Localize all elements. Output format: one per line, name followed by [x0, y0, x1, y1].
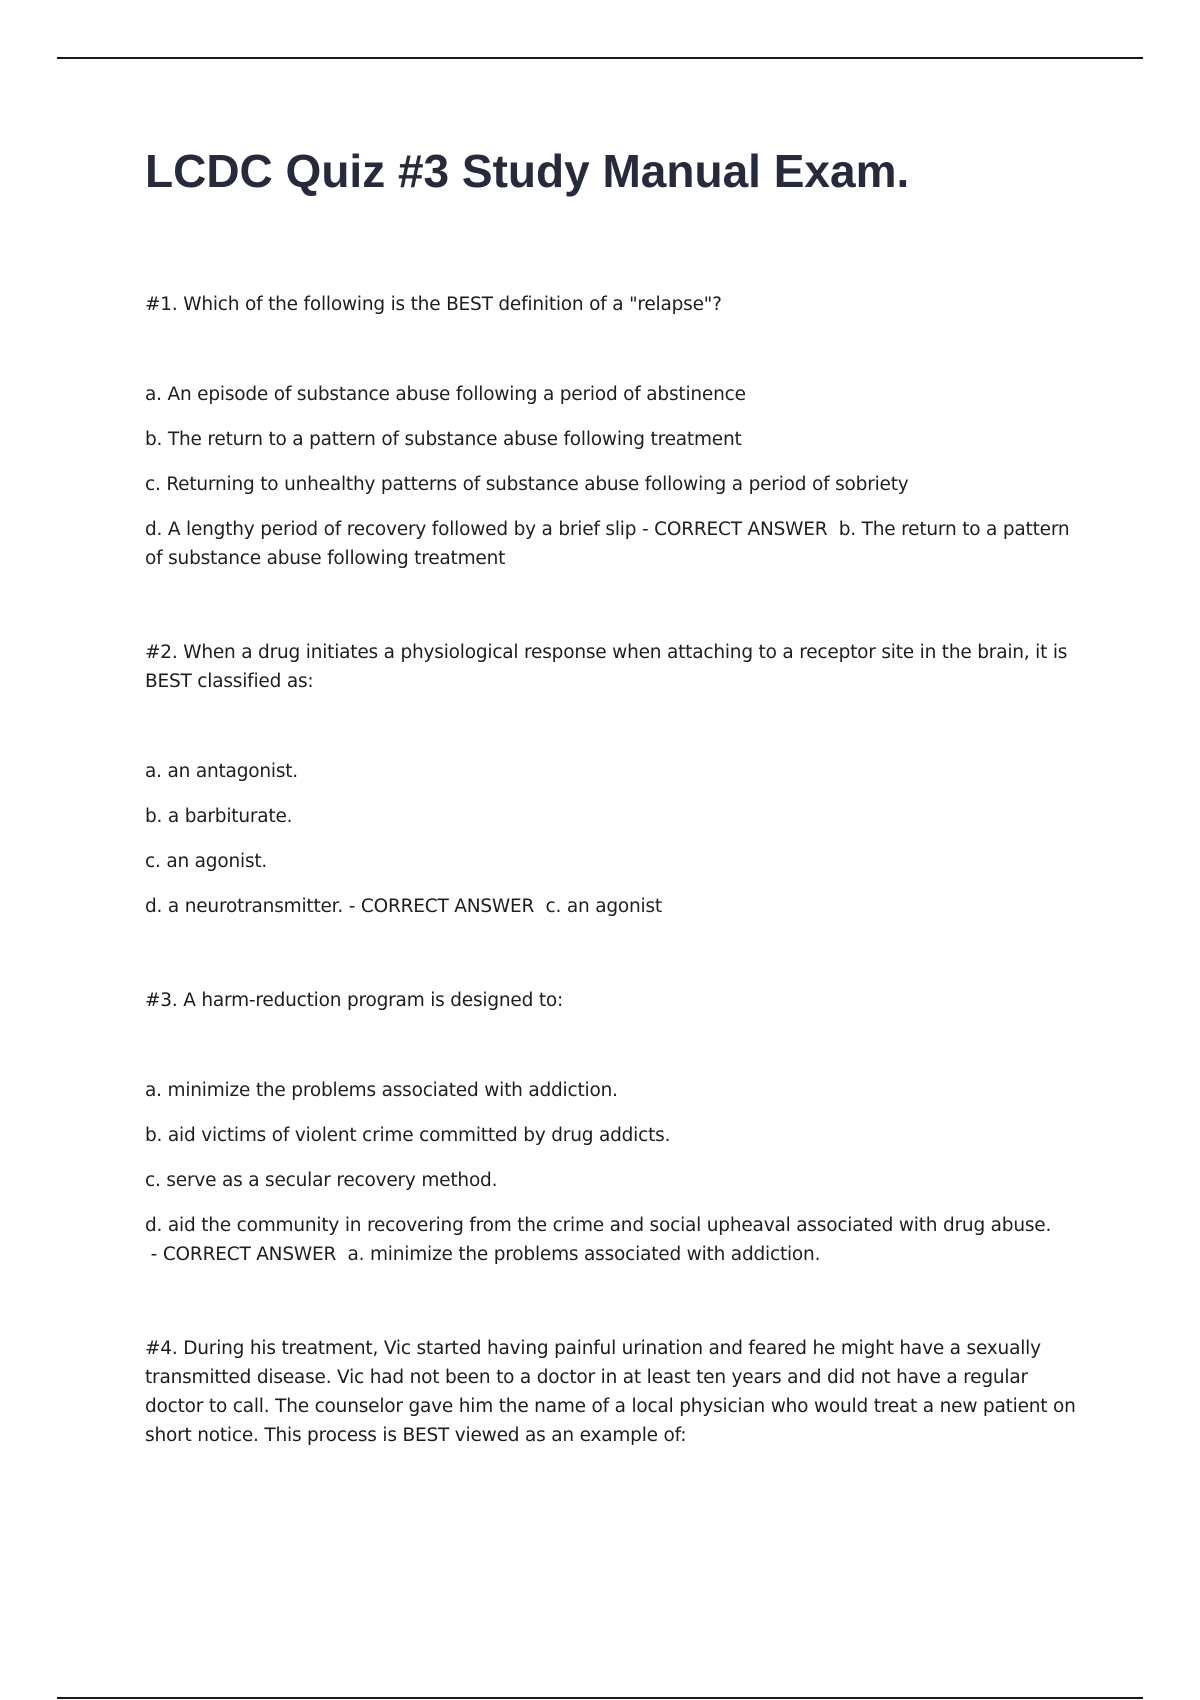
page-title: LCDC Quiz #3 Study Manual Exam.: [145, 145, 910, 197]
option-b: b. a barbiturate.: [145, 806, 293, 827]
option-a: a. minimize the problems associated with addiction.: [145, 1080, 618, 1101]
option-b: b. The return to a pattern of substance abuse following treatment: [145, 429, 742, 450]
answer-label: CORRECT ANSWER: [654, 519, 828, 540]
option-a: a. an antagonist.: [145, 761, 298, 782]
option-a: a. An episode of substance abuse following a period of abstinence: [145, 384, 746, 405]
question-text: #4. During his treatment, Vic started having painful urination and feared he might have a sexually transmitted disease. Vic had not been to a doctor in at least ten years and did not have a regular doctor to call. The counselor gave him the name of a local physician who would treat a new patient on short notice. This process is BEST viewed as an example of:: [145, 1338, 1076, 1446]
answer-label: CORRECT ANSWER: [360, 896, 535, 917]
top-rule: [57, 57, 1143, 59]
bottom-rule: [57, 1697, 1143, 1699]
answer-label: CORRECT ANSWER: [162, 1244, 337, 1265]
option-c: c. Returning to unhealthy patterns of substance abuse following a period of sobriety: [145, 474, 909, 495]
correct-answer: b. The return to a pattern of substance abuse following treatment: [145, 519, 1070, 569]
option-d-with-answer: d. A lengthy period of recovery followed by a brief slip - CORRECT ANSWER b. The return to a pattern of substance abuse following treatment: [145, 519, 1070, 569]
correct-answer: c. an agonist: [545, 896, 662, 917]
question-3: [145, 986, 1085, 1269]
question-1: [145, 290, 1085, 573]
option-d: d. aid the community in recovering from the crime and social upheaval associated with drug abuse.: [145, 1215, 1052, 1236]
question-text: #1. Which of the following is the BEST definition of a "relapse"?: [145, 294, 722, 315]
options-list: [145, 757, 1085, 921]
option-b: b. aid victims of violent crime committed by drug addicts.: [145, 1125, 671, 1146]
option-d-with-answer: d. aid the community in recovering from the crime and social upheaval associated with drug abuse. - CORRECT ANSWER a. minimize the problems associated with addiction.: [145, 1215, 1052, 1265]
question-text: #3. A harm-reduction program is designed to:: [145, 990, 564, 1011]
option-d-with-answer: d. a neurotransmitter. - CORRECT ANSWER c. an agonist: [145, 896, 662, 917]
option-c: c. serve as a secular recovery method.: [145, 1170, 498, 1191]
option-c: c. an agonist.: [145, 851, 268, 872]
question-4: [145, 1334, 1085, 1450]
options-list: [145, 1076, 1085, 1269]
options-list: [145, 380, 1085, 573]
option-d: d. A lengthy period of recovery followed by a brief slip: [145, 519, 637, 540]
question-2: [145, 638, 1085, 921]
correct-answer: a. minimize the problems associated with addiction.: [347, 1244, 821, 1265]
question-text: #2. When a drug initiates a physiological response when attaching to a receptor site in the brain, it is BEST classified as:: [145, 642, 1068, 692]
option-d: d. a neurotransmitter.: [145, 896, 344, 917]
